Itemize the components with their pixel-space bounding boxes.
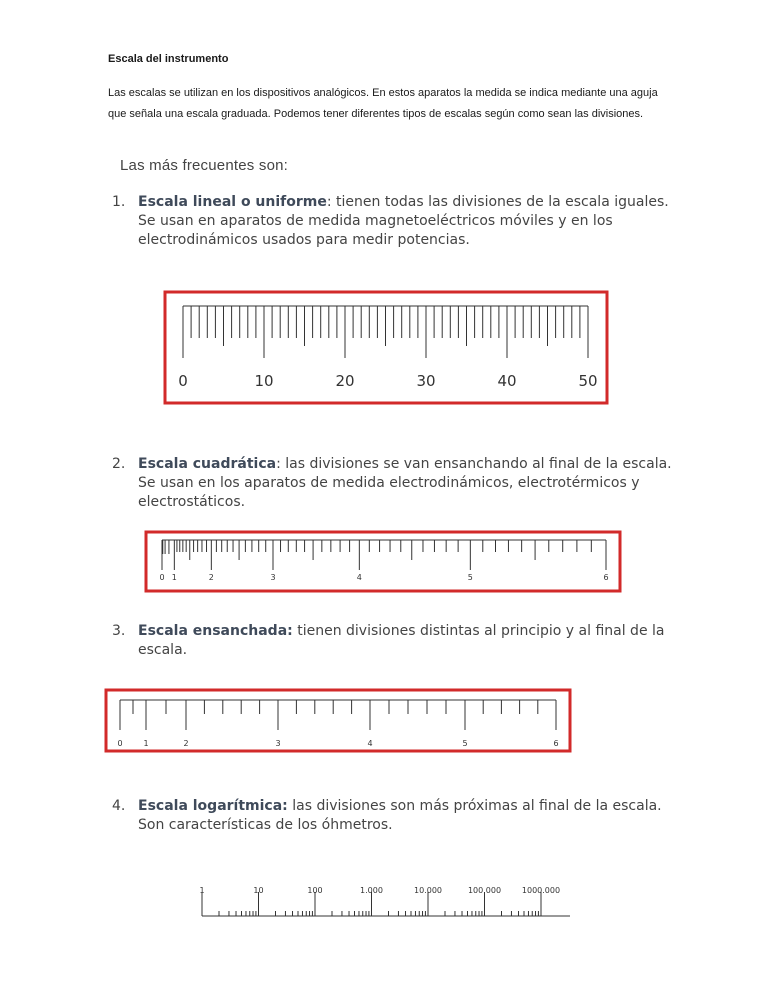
- scale-label: 3: [270, 573, 276, 582]
- widened-scale-ticks: [120, 700, 556, 730]
- scale-label: 1: [199, 886, 205, 895]
- widened-scale-labels: [117, 739, 558, 748]
- list-text: [138, 622, 672, 660]
- list-text: [138, 797, 672, 835]
- item-description: : tienen todas las divisiones de la escala iguales. Se usan en aparatos de medida magnetoeléctricos móviles y en los electrodinámicos usados para medir potencias.: [138, 194, 669, 248]
- linear-scale-figure: [163, 290, 609, 405]
- scale-label: 1000.000: [521, 886, 561, 895]
- scale-label: 50: [578, 372, 598, 390]
- list-text: [138, 455, 672, 512]
- item-description: : las divisiones se van ensanchando al final de la escala. Se usan en los aparatos de medida electrodinámicos, electrotérmicos y electrostáticos.: [138, 456, 672, 510]
- list-number: 4.: [112, 798, 126, 814]
- scale-label: 30: [416, 372, 436, 390]
- linear-scale-ticks: [183, 306, 588, 358]
- scale-label: 4: [367, 739, 373, 748]
- scale-label: 40: [497, 372, 517, 390]
- scale-label: 0: [178, 372, 188, 390]
- scale-label: 2: [208, 573, 214, 582]
- quadratic-scale-ticks: [162, 540, 606, 570]
- logarithmic-scale-labels: [199, 886, 560, 895]
- list-item-linear: [112, 193, 672, 250]
- list-item-logarithmic: [112, 797, 672, 835]
- item-description: las divisiones son más próximas al final de la escala. Son características de los óhmetros.: [138, 798, 662, 833]
- item-title: Escala lineal o uniforme: [138, 194, 327, 210]
- widened-scale-figure: [104, 688, 572, 753]
- scale-label: 5: [462, 739, 468, 748]
- scale-label: 3: [275, 739, 281, 748]
- intro-paragraph: Las escalas se utilizan en los dispositivos analógicos. En estos aparatos la medida se indica mediante una aguja que señala una escala graduada. Podemos tener diferentes tipos de escalas según como sean las divisiones.: [108, 87, 658, 120]
- logarithmic-scale-figure: [190, 882, 570, 922]
- scale-label: 100.000: [467, 886, 502, 895]
- widened-scale-border: [106, 690, 570, 751]
- scale-label: 6: [553, 739, 559, 748]
- lead-text: Las más frecuentes son:: [120, 157, 289, 174]
- list-number: 3.: [112, 623, 126, 639]
- scale-label: 10.000: [414, 886, 442, 895]
- scale-label: 100: [307, 886, 323, 895]
- quadratic-scale-figure: [144, 530, 622, 593]
- item-title: Escala logarítmica:: [138, 798, 288, 814]
- scale-label: 4: [356, 573, 362, 582]
- quadratic-scale-labels: [159, 573, 608, 582]
- logarithmic-scale-ticks: [202, 892, 570, 916]
- list-number: 1.: [112, 194, 126, 210]
- item-description: tienen divisiones distintas al principio y al final de la escala.: [138, 623, 665, 658]
- scale-label: 10: [254, 372, 274, 390]
- scale-label: 0: [159, 573, 165, 582]
- item-title: Escala cuadrática: [138, 456, 277, 472]
- scale-label: 0: [117, 739, 123, 748]
- linear-scale-labels: [178, 372, 597, 390]
- list-text: [138, 193, 672, 250]
- scale-label: 1: [143, 739, 149, 748]
- list-number: 2.: [112, 456, 126, 472]
- item-title: Escala ensanchada:: [138, 623, 293, 639]
- list-item-quadratic: [112, 455, 672, 512]
- scale-label: 1: [171, 573, 177, 582]
- scale-label: 1.000: [360, 886, 383, 895]
- section-heading: Escala del instrumento: [108, 53, 229, 65]
- list-item-widened: [112, 622, 672, 660]
- scale-label: 5: [467, 573, 473, 582]
- scale-label: 20: [335, 372, 355, 390]
- scale-label: 2: [183, 739, 189, 748]
- scale-label: 6: [603, 573, 609, 582]
- scale-label: 10: [253, 886, 264, 895]
